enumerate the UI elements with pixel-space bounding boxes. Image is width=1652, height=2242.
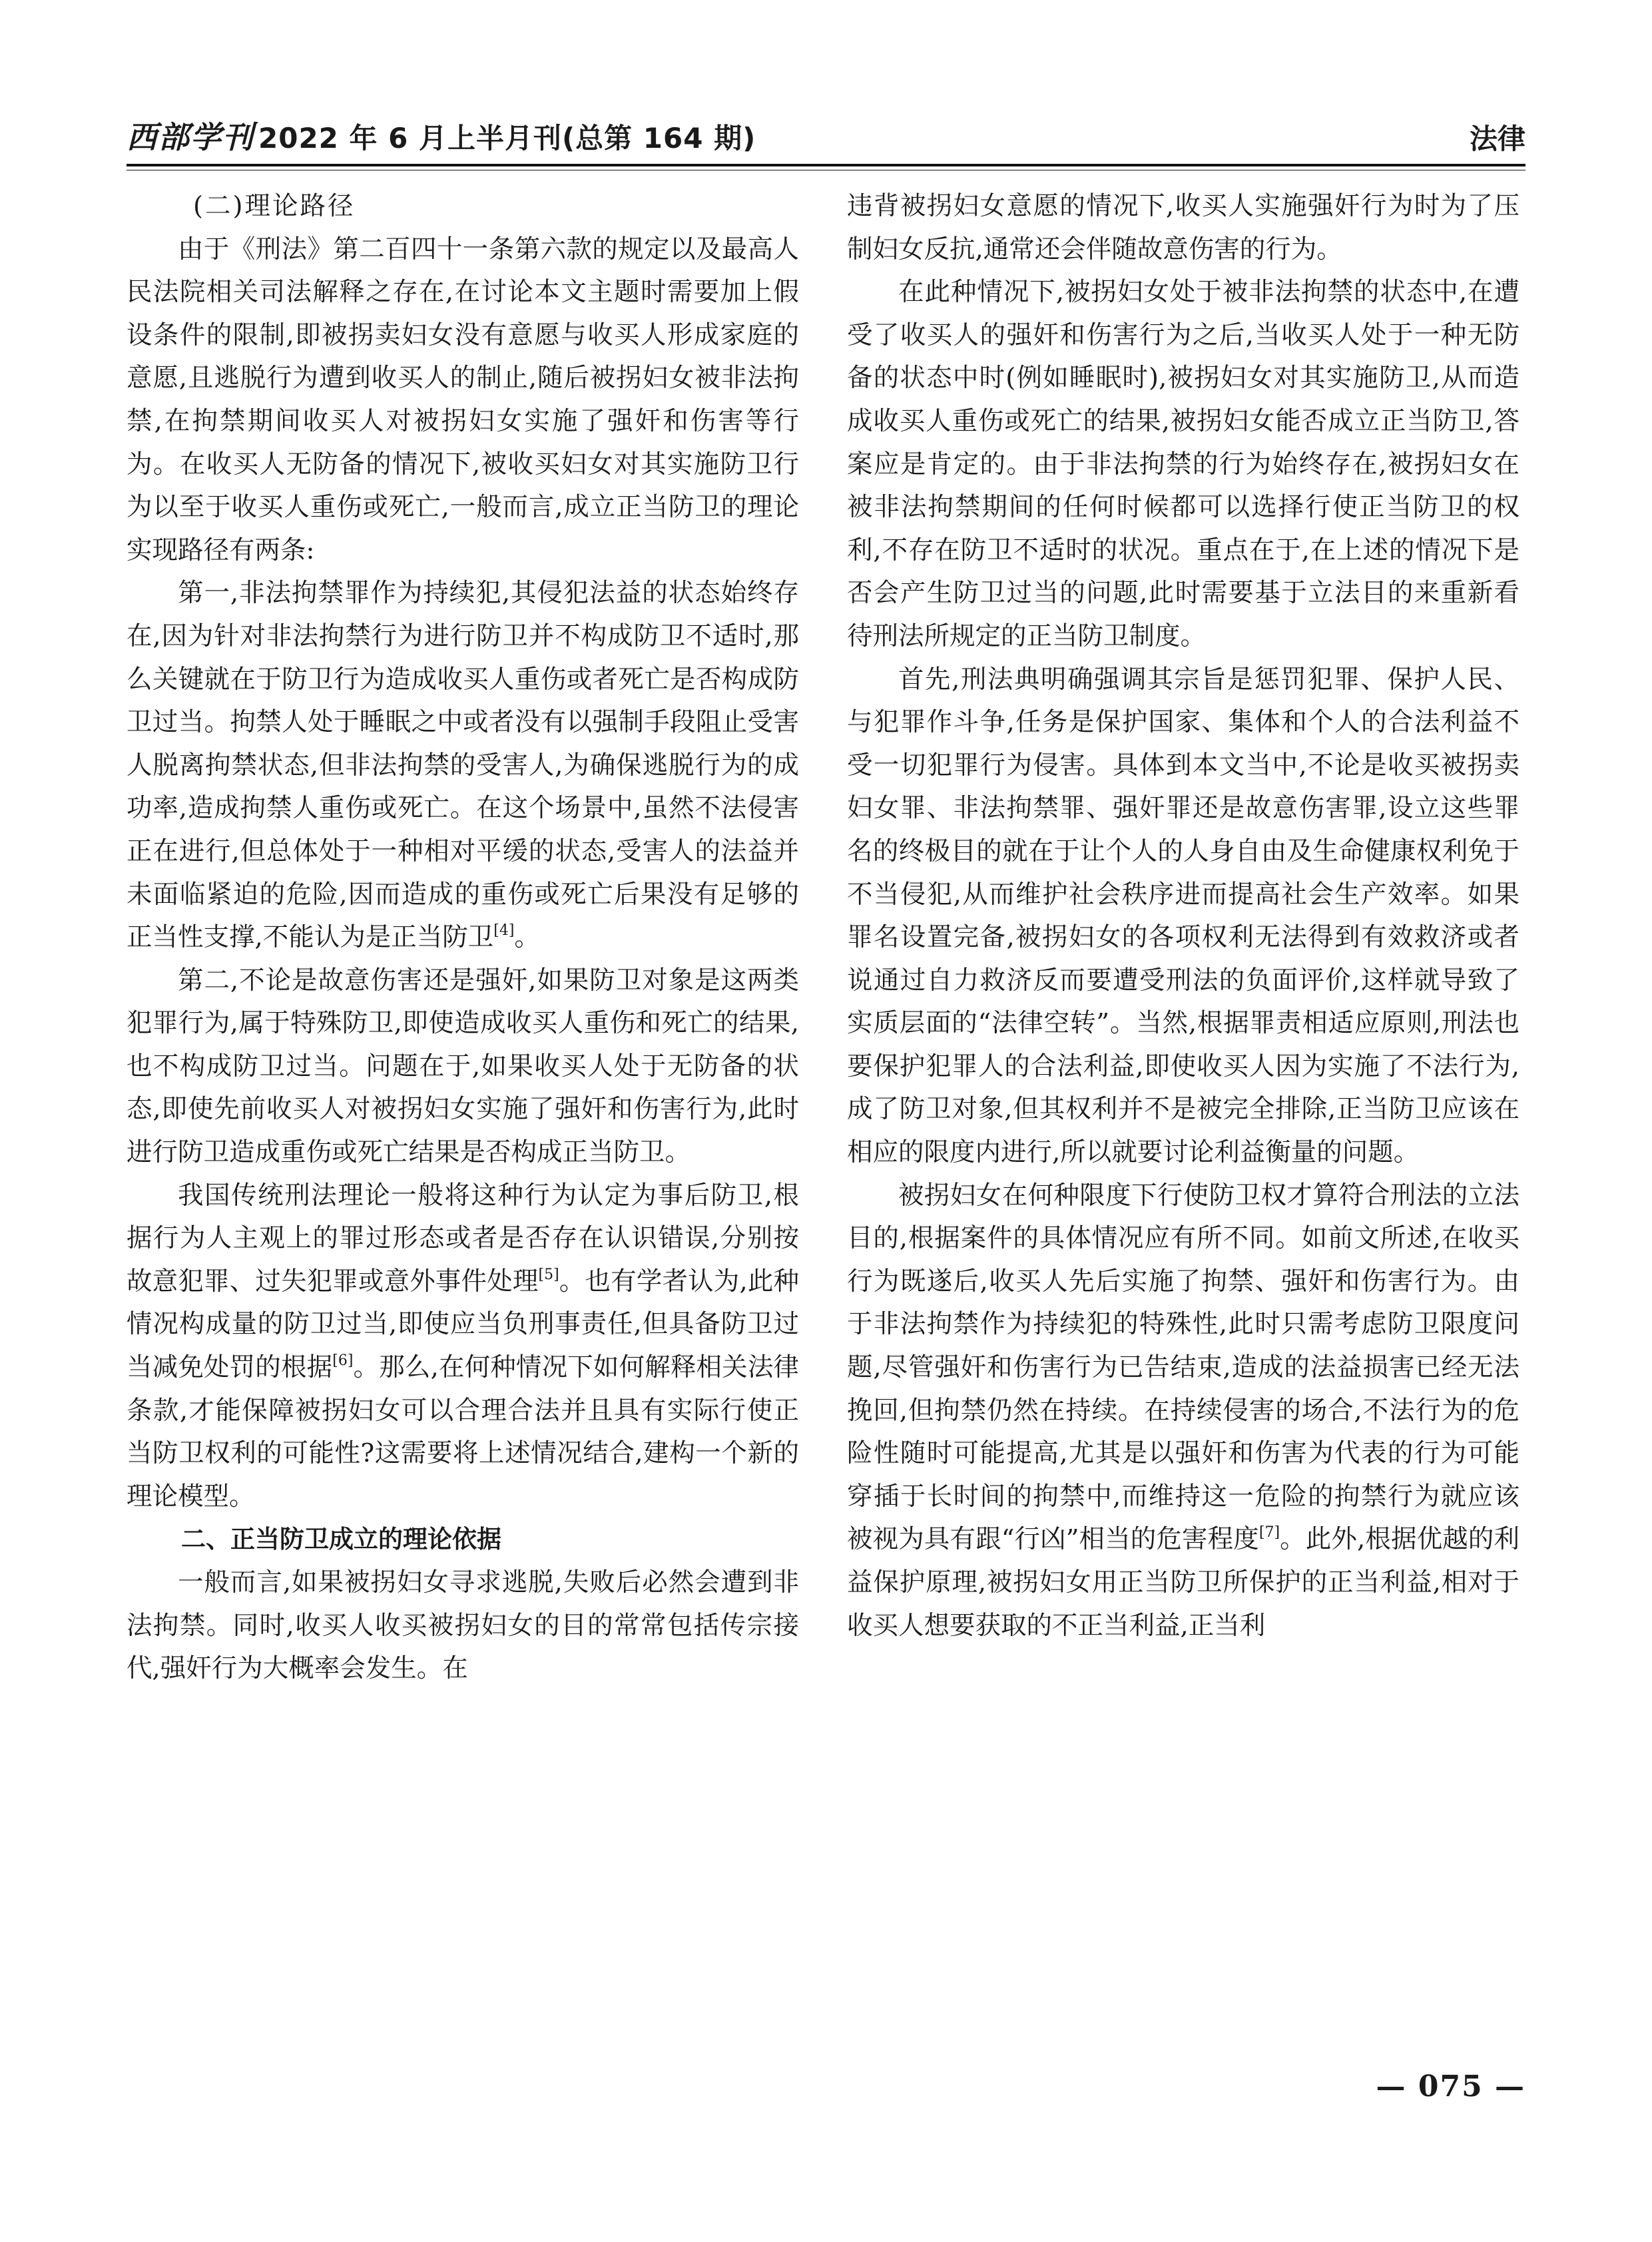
page-number: — 075 — [1376, 2070, 1525, 2103]
running-header [127, 115, 1525, 157]
issue-info: 2022 年 6 月上半月刊(总第 164 期) [258, 122, 756, 154]
paragraph: 首先,刑法典明确强调其宗旨是惩罚犯罪、保护人民、与犯罪作斗争,任务是保护国家、集体和个人的合法利益不受一切犯罪行为侵害。具体到本文当中,不论是收买被拐卖妇女罪、非法拘禁罪、强奸罪还是故意伤害罪,设立这些罪名的终极目的就在于让个人的人身自由及生命健康权利免于不当侵犯,从而维护社会秩序进而提高社会生产效率。如果罪名设置完备,被拐妇女的各项权利无法得到有效救济或者说通过自力救济反而要遭受刑法的负面评价,这样就导致了实质层面的“法律空转”。当然,根据罪责相适应原则,刑法也要保护犯罪人的合法利益,即使收买人因为实施了不法行为,成了防卫对象,但其权利并不是被完全排除,正当防卫应该在相应的限度内进行,所以就要讨论利益衡量的问题。 [847, 664, 1519, 1168]
left-column [127, 185, 799, 2090]
paragraph-text: 第一,非法拘禁罪作为持续犯,其侵犯法益的状态始终存在,因为针对非法拘禁行为进行防卫并不构成防卫不适时,那么关键就在于防卫行为造成收买人重伤或者死亡是否构成防卫过当。拘禁人处于睡眠之中或者没有以强制手段阻止受害人脱离拘禁状态,但非法拘禁的受害人,为确保逃脱行为的成功率,造成拘禁人重伤或死亡。在这个场景中,虽然不法侵害正在进行,但总体处于一种相对平缓的状态,受害人的法益并未面临紧迫的危险,因而造成的重伤或死亡后果没有足够的正当性支撑,不能认为是正当防卫 [127, 578, 799, 953]
paragraph-text: 我国传统刑法理论一般将这种行为认定为事后防卫,根据行为人主观上的罪过形态或者是否存在认识错误,分别按故意犯罪、过失犯罪或意外事件处理 [127, 1180, 799, 1296]
paragraph-text: 被拐妇女在何种限度下行使防卫权才算符合刑法的立法目的,根据案件的具体情况应有所不同。如前文所述,在收买行为既遂后,收买人先后实施了拘禁、强奸和伤害行为。由于非法拘禁作为持续犯的特殊性,此时只需考虑防卫限度问题,尽管强奸和伤害行为已告结束,造成的法益损害已经无法挽回,但拘禁仍然在持续。在持续侵害的场合,不法行为的危险性随时可能提高,尤其是以强奸和伤害为代表的行为可能穿插于长时间的拘禁中,而维持这一危险的拘禁行为就应该被视为具有跟“行凶”相当的危害程度 [847, 1180, 1519, 1555]
journal-logo: 西部学刊 [127, 119, 254, 155]
paragraph [127, 572, 799, 959]
paragraph: 第二,不论是故意伤害还是强奸,如果防卫对象是这两类犯罪行为,属于特殊防卫,即使造成收买人重伤和死亡的结果,也不构成防卫过当。问题在于,如果收买人处于无防备的状态,即使先前收买人对被拐妇女实施了强奸和伤害行为,此时进行防卫造成重伤或死亡结果是否构成正当防卫。 [127, 965, 799, 1168]
section-title: 法律 [1469, 123, 1525, 155]
header-rule-thick [127, 164, 1525, 166]
citation-ref[interactable]: [4] [493, 922, 515, 940]
citation-ref[interactable]: [5] [538, 1266, 559, 1283]
paragraph-text: 。此外,根据优越的利益保护原理,被拐妇女用正当防卫所保护的正当利益,相对于收买人想要获取的不正当利益,正当利 [847, 1524, 1519, 1641]
paragraph [847, 1175, 1519, 1648]
paragraph-text: 。 [514, 922, 540, 953]
paragraph-text: 。也有学者认为,此种情况构成量的防卫过当,即使应当负刑事责任,但具备防卫过当减免处罚的根据 [127, 1266, 799, 1383]
paragraph-continued: 违背被拐妇女意愿的情况下,收买人实施强奸行为时为了压制妇女反抗,通常还会伴随故意伤害的行为。 [847, 191, 1519, 264]
paragraph: 由于《刑法》第二百四十一条第六款的规定以及最高人民法院相关司法解释之存在,在讨论本文主题时需要加上假设条件的限制,即被拐卖妇女没有意愿与收买人形成家庭的意愿,且逃脱行为遭到收买人的制止,随后被拐妇女被非法拘禁,在拘禁期间收买人对被拐妇女实施了强奸和伤害等行为。在收买人无防备的情况下,被收买妇女对其实施防卫行为以至于收买人重伤或死亡,一般而言,成立正当防卫的理论实现路径有两条: [127, 234, 799, 565]
paragraph: 一般而言,如果被拐妇女寻求逃脱,失败后必然会遭到非法拘禁。同时,收买人收买被拐妇女的目的常常包括传宗接代,强奸行为大概率会发生。在 [127, 1567, 799, 1684]
subsection-title: (二)理论路径 [193, 191, 356, 221]
paragraph: 在此种情况下,被拐妇女处于被非法拘禁的状态中,在遭受了收买人的强奸和伤害行为之后,当收买人处于一种无防备的状态中时(例如睡眠时),被拐妇女对其实施防卫,从而造成收买人重伤或死亡的结果,被拐妇女能否成立正当防卫,答案应是肯定的。由于非法拘禁的行为始终存在,被拐妇女在被非法拘禁期间的任何时候都可以选择行使正当防卫的权利,不存在防卫不适时的状况。重点在于,在上述的情况下是否会产生防卫过当的问题,此时需要基于立法目的来重新看待刑法所规定的正当防卫制度。 [847, 277, 1519, 651]
paragraph-text: 。那么,在何种情况下如何解释相关法律条款,才能保障被拐妇女可以合理合法并且具有实际行使正当防卫权利的可能性?这需要将上述情况结合,建构一个新的理论模型。 [127, 1352, 799, 1512]
section-heading: 二、正当防卫成立的理论依据 [181, 1525, 501, 1554]
citation-ref[interactable]: [6] [332, 1352, 354, 1370]
paragraph [127, 1175, 799, 1519]
right-column [847, 185, 1519, 2090]
citation-ref[interactable]: [7] [1258, 1524, 1280, 1541]
header-left [127, 113, 756, 157]
